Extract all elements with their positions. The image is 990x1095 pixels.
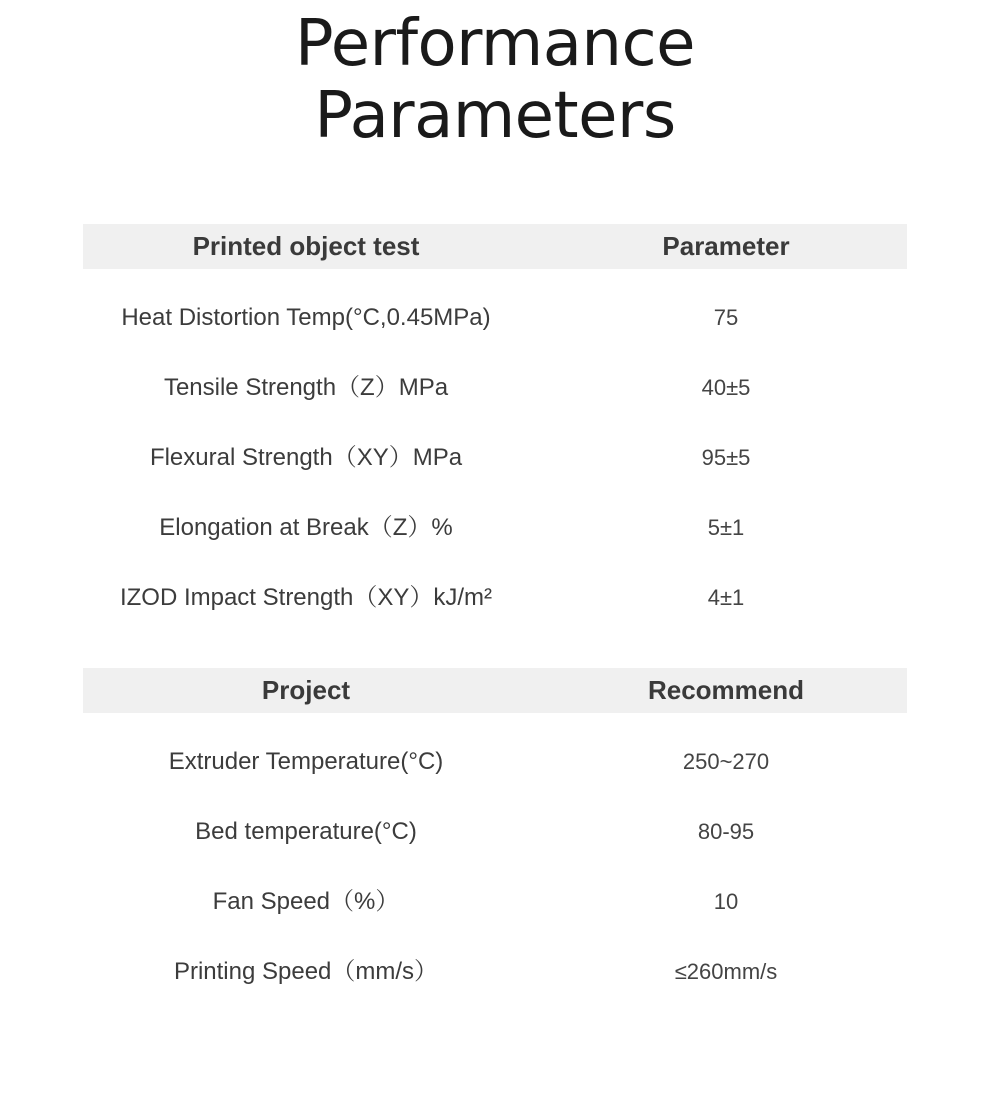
row-value: 5±1 (707, 515, 745, 540)
performance-table-header (83, 224, 907, 269)
row-label: Extruder Temperature(°C) (168, 748, 444, 775)
header-printed-object-test: Printed object test (192, 231, 420, 261)
table-row (83, 937, 907, 1007)
table-row (83, 423, 907, 493)
header-parameter: Parameter (662, 231, 790, 261)
row-value: 80-95 (697, 819, 755, 844)
recommend-table-header (83, 668, 907, 713)
table-row (83, 493, 907, 563)
row-value: 10 (713, 889, 739, 914)
performance-table (83, 224, 907, 633)
row-label: Bed temperature(°C) (195, 818, 417, 845)
spacer (83, 713, 907, 727)
row-value: 4±1 (707, 585, 745, 610)
row-label: Heat Distortion Temp(°C,0.45MPa) (121, 304, 491, 331)
row-value: 95±5 (701, 445, 751, 470)
page-title (0, 8, 990, 152)
table-row (83, 353, 907, 423)
row-label: IZOD Impact Strength（XY）kJ/m² (119, 584, 493, 611)
page-title-line-2: Parameters (314, 79, 676, 153)
table-row (83, 867, 907, 937)
row-label: Flexural Strength（XY）MPa (149, 444, 463, 471)
row-label: Printing Speed（mm/s） (173, 958, 439, 985)
row-value: 40±5 (701, 375, 751, 400)
table-row (83, 727, 907, 797)
spacer (83, 269, 907, 283)
row-label: Elongation at Break（Z）% (159, 514, 453, 541)
page-title-line-1: Performance (294, 7, 696, 81)
header-project: Project (261, 675, 351, 705)
row-value: 250~270 (682, 749, 770, 774)
row-label: Tensile Strength（Z）MPa (163, 374, 449, 401)
table-row (83, 283, 907, 353)
recommend-table (83, 668, 907, 1007)
table-row (83, 797, 907, 867)
header-recommend: Recommend (647, 675, 805, 705)
row-value: ≤260mm/s (674, 959, 778, 984)
table-row (83, 563, 907, 633)
row-label: Fan Speed（%） (212, 888, 400, 915)
row-value: 75 (713, 305, 739, 330)
